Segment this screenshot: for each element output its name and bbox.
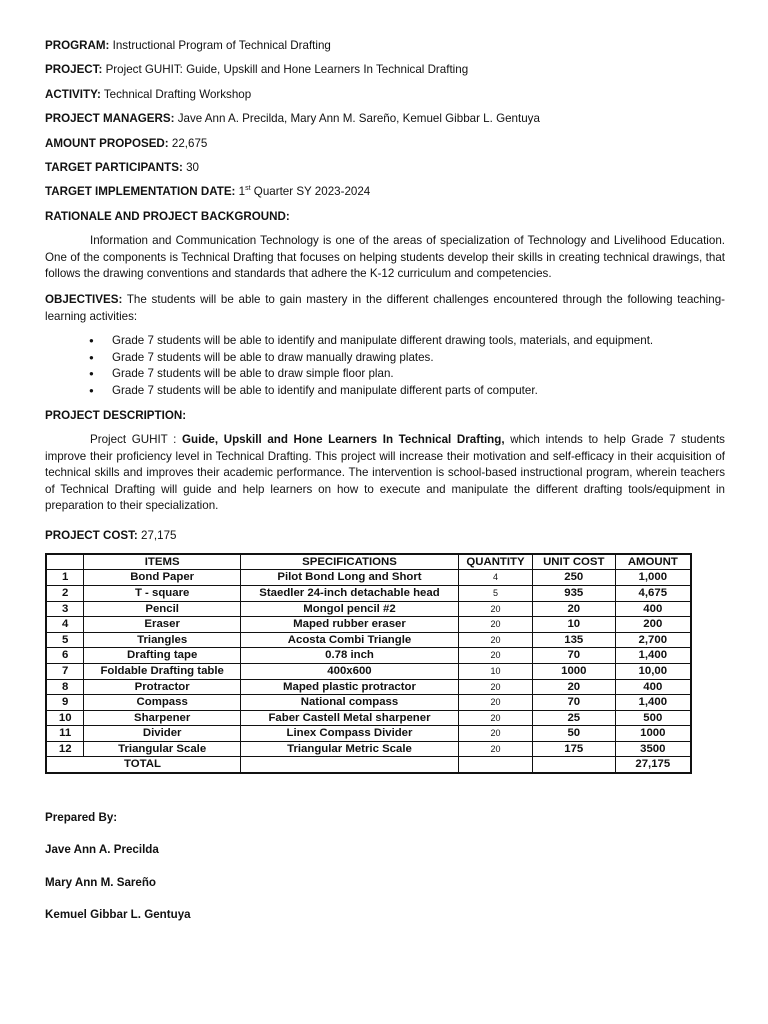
cell-no: 12 [46,741,84,757]
description-body: which intends to help Grade 7 students improve their proficiency level in Technical Drafting. This project will increase their motivation and self-efficacy in their acquisition of technical skills and improves their academic performance. The intervention is school-based instructional program, wherein teachers of Technical Drafting will guide and help learners on how to execute and manipulate the different drafting tools/equipment in preparation to their specialization. [45,433,725,512]
cell-quantity: 20 [459,710,533,726]
program-label: PROGRAM: [45,39,110,52]
cell-unit-cost: 70 [532,648,615,664]
cost-table-header [46,554,691,570]
table-row [46,617,691,633]
participants-line [45,160,725,176]
cell-amount: 10,00 [615,663,691,679]
date-value-pre: 1 [238,185,246,199]
project-cost-line [45,528,725,544]
cell-no: 5 [46,632,84,648]
date-value-sup: st [245,185,251,193]
rationale-heading: RATIONALE AND PROJECT BACKGROUND: [45,209,290,223]
cell-quantity: 10 [459,663,533,679]
description-bold-title: Guide, Upskill and Hone Learners In Technical Drafting, [182,433,505,447]
objectives-list [45,333,725,399]
cell-unit-cost: 10 [532,617,615,633]
cell-unit-cost: 250 [532,570,615,586]
cell-quantity: 20 [459,632,533,648]
prepared-section [45,810,725,924]
cell-amount: 200 [615,617,691,633]
managers-line [45,111,725,127]
participants-value: 30 [186,161,199,175]
table-row [46,648,691,664]
project-value: Project GUHIT: Guide, Upskill and Hone Learners In Technical Drafting [105,63,469,77]
cell-amount: 400 [615,679,691,695]
cell-quantity: 20 [459,601,533,617]
cell-amount: 500 [615,710,691,726]
cell-no: 9 [46,695,84,711]
table-row [46,679,691,695]
cell-amount: 1,400 [615,695,691,711]
total-empty-unit-cost [532,757,615,773]
cell-amount: 3500 [615,741,691,757]
cell-item: Eraser [84,617,241,633]
project-line [45,62,725,78]
table-row [46,726,691,742]
table-row [46,585,691,601]
description-heading: PROJECT DESCRIPTION: [45,408,187,422]
cell-unit-cost: 1000 [532,663,615,679]
preparer-name: Jave Ann A. Precilda [45,843,159,857]
cell-no: 7 [46,663,84,679]
rationale-text: Information and Communication Technology is one of the areas of specialization of Technology and Livelihood Education. One of the components is Technical Drafting that focuses on helping students develop their skills in creating technical drawings, that follows the drawing conventions and standards that adhere the K-12 curriculum and competencies. [45,234,725,281]
cell-item: Bond Paper [84,570,241,586]
cell-item: Triangular Scale [84,741,241,757]
cell-item: Triangles [84,632,241,648]
col-header-items: ITEMS [84,554,241,570]
description-text [45,432,725,514]
managers-value: Jave Ann A. Precilda, Mary Ann M. Sareño, Kemuel Gibbar L. Gentuya [177,112,540,126]
cell-no: 2 [46,585,84,601]
program-line [45,38,725,54]
table-row [46,695,691,711]
cost-table [45,553,692,774]
managers-label: PROJECT MANAGERS: [45,112,175,126]
cell-amount: 1000 [615,726,691,742]
document-page [45,38,725,940]
cell-spec: Linex Compass Divider [240,726,458,742]
date-label: TARGET IMPLEMENTATION DATE: [45,185,236,199]
cell-spec: Acosta Combi Triangle [240,632,458,648]
objective-item: ● Grade 7 students will be able to draw simple floor plan. [112,366,725,382]
total-row [46,757,691,773]
cell-spec: Maped rubber eraser [240,617,458,633]
cell-quantity: 20 [459,741,533,757]
date-line [45,184,725,200]
cell-quantity: 20 [459,726,533,742]
table-row [46,601,691,617]
cell-amount: 1,400 [615,648,691,664]
cell-item: Compass [84,695,241,711]
cell-no: 6 [46,648,84,664]
cell-quantity: 4 [459,570,533,586]
col-header-amount: AMOUNT [615,554,691,570]
total-empty-quantity [459,757,533,773]
cell-item: Drafting tape [84,648,241,664]
preparer-name: Mary Ann M. Sareño [45,875,157,889]
cell-unit-cost: 175 [532,741,615,757]
cell-quantity: 5 [459,585,533,601]
table-row [46,570,691,586]
cell-unit-cost: 50 [532,726,615,742]
total-empty-spec [240,757,458,773]
amount-value: 22,675 [171,136,208,150]
cell-amount: 4,675 [615,585,691,601]
amount-line [45,136,725,152]
table-row [46,663,691,679]
cell-unit-cost: 135 [532,632,615,648]
table-row [46,710,691,726]
cell-spec: Mongol pencil #2 [240,601,458,617]
cell-no: 11 [46,726,84,742]
project-label: PROJECT: [45,63,103,77]
cell-no: 1 [46,570,84,586]
project-cost-value: 27,175 [141,529,177,543]
date-value-post: Quarter SY 2023-2024 [253,185,371,199]
project-cost-label: PROJECT COST: [45,529,138,543]
cell-quantity: 20 [459,679,533,695]
activity-value: Technical Drafting Workshop [103,87,252,101]
col-header-specifications: SPECIFICATIONS [240,554,458,570]
prepared-by-label: Prepared By: [45,811,118,825]
participants-label: TARGET PARTICIPANTS: [45,161,183,175]
total-value: 27,175 [615,757,691,773]
cell-unit-cost: 935 [532,585,615,601]
cell-item: Protractor [84,679,241,695]
cell-spec: Staedler 24-inch detachable head [240,585,458,601]
cell-amount: 400 [615,601,691,617]
cell-item: Foldable Drafting table [84,663,241,679]
cell-no: 8 [46,679,84,695]
cell-quantity: 20 [459,617,533,633]
objectives-label: OBJECTIVES: [45,293,123,307]
cell-spec: Maped plastic protractor [240,679,458,695]
activity-label: ACTIVITY: [45,87,101,101]
cell-item: T - square [84,585,241,601]
cell-item: Sharpener [84,710,241,726]
objective-item: ● Grade 7 students will be able to identify and manipulate different drawing tools, materials, and equipment. [112,333,725,349]
cell-quantity: 20 [459,648,533,664]
col-header-unit-cost: UNIT COST [532,554,615,570]
col-header-quantity: QUANTITY [459,554,533,570]
total-label: TOTAL [46,757,240,773]
table-row [46,741,691,757]
cell-spec: Pilot Bond Long and Short [240,570,458,586]
cell-no: 10 [46,710,84,726]
cell-amount: 2,700 [615,632,691,648]
cell-spec: National compass [240,695,458,711]
description-lead: Project GUHIT : [90,433,177,447]
cell-spec: 0.78 inch [240,648,458,664]
cell-quantity: 20 [459,695,533,711]
cell-unit-cost: 70 [532,695,615,711]
cell-unit-cost: 25 [532,710,615,726]
preparer-name: Kemuel Gibbar L. Gentuya [45,908,191,922]
cell-spec: 400x600 [240,663,458,679]
objectives-text: The students will be able to gain mastery in the different challenges encountered through the following teaching-learning activities: [45,293,725,323]
objective-item: ● Grade 7 students will be able to draw manually drawing plates. [112,350,725,366]
cell-amount: 1,000 [615,570,691,586]
cell-spec: Triangular Metric Scale [240,741,458,757]
cell-no: 4 [46,617,84,633]
activity-line [45,87,725,103]
table-row [46,632,691,648]
cell-no: 3 [46,601,84,617]
cell-unit-cost: 20 [532,601,615,617]
objectives-paragraph [45,292,725,325]
cell-spec: Faber Castell Metal sharpener [240,710,458,726]
objective-item: ● Grade 7 students will be able to identify and manipulate different parts of computer. [112,383,725,399]
program-value: Instructional Program of Technical Drafting [112,39,331,52]
amount-label: AMOUNT PROPOSED: [45,136,169,150]
cell-item: Pencil [84,601,241,617]
col-header-no [46,554,84,570]
cell-item: Divider [84,726,241,742]
cell-unit-cost: 20 [532,679,615,695]
